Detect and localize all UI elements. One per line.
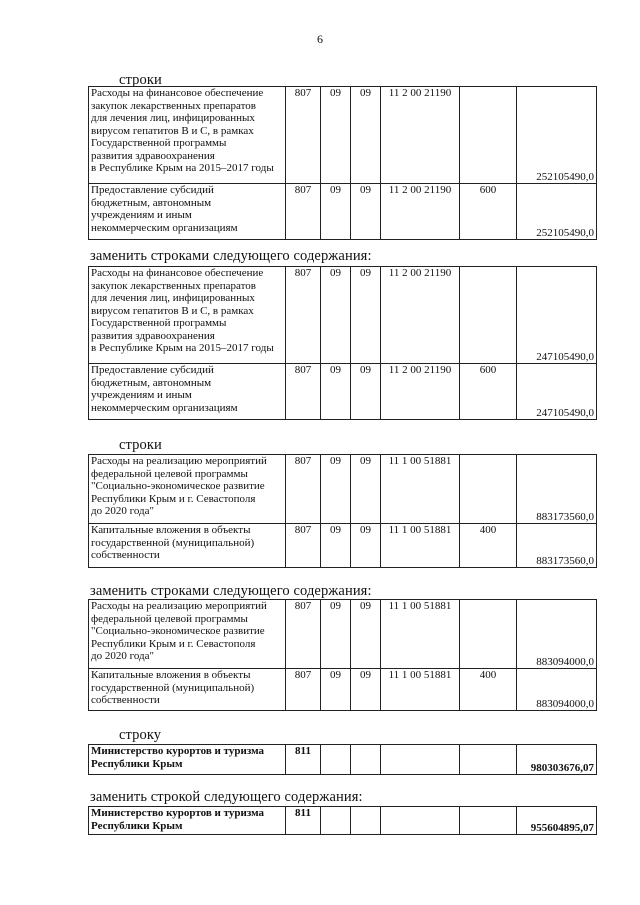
cell-vr [460, 807, 517, 835]
cell-csr: 11 2 00 21190 [381, 184, 460, 240]
cell-ved: 807 [286, 669, 321, 711]
cell-vr [460, 87, 517, 184]
cell-ved: 807 [286, 600, 321, 669]
cell-vr [460, 455, 517, 524]
heading-replace-single: заменить строкой следующего содержания: [90, 789, 363, 805]
heading-replace-2: заменить строками следующего содержания: [90, 583, 372, 599]
cell-csr: 11 1 00 51881 [381, 600, 460, 669]
table-row [89, 87, 597, 184]
cell-amount: 247105490,0 [517, 364, 597, 420]
cell-name: Расходы на финансовое обеспечение закупок лекарственных препаратов для лечения лиц, инфицированных вирусом гепатитов В и С, в рамках Государственной программы развития здравоохранения в Республике Крым на 2015–2017 годы [89, 87, 286, 184]
cell-name: Расходы на реализацию мероприятий федеральной целевой программы "Социально-экономическое развитие Республики Крым и г. Севастополя до 2020 года" [89, 455, 286, 524]
cell-pr [351, 745, 381, 775]
cell-vr [460, 267, 517, 364]
cell-ved: 807 [286, 267, 321, 364]
cell-ved: 807 [286, 184, 321, 240]
cell-rz: 09 [321, 600, 351, 669]
cell-ved: 811 [286, 807, 321, 835]
cell-pr: 09 [351, 87, 381, 184]
table-row [89, 184, 597, 240]
table-row [89, 745, 597, 775]
cell-csr: 11 1 00 51881 [381, 524, 460, 568]
heading-rows-1: строки [119, 72, 162, 88]
cell-vr: 600 [460, 364, 517, 420]
cell-amount: 883094000,0 [517, 600, 597, 669]
cell-pr [351, 807, 381, 835]
cell-amount: 252105490,0 [517, 184, 597, 240]
cell-pr: 09 [351, 669, 381, 711]
cell-rz: 09 [321, 669, 351, 711]
cell-vr [460, 600, 517, 669]
cell-pr: 09 [351, 364, 381, 420]
cell-vr: 600 [460, 184, 517, 240]
cell-name: Предоставление субсидий бюджетным, автономным учреждениям и иным некоммерческим организациям [89, 184, 286, 240]
cell-amount: 883173560,0 [517, 455, 597, 524]
cell-name: Министерство курортов и туризма Республики Крым [89, 745, 286, 775]
cell-csr [381, 807, 460, 835]
cell-ved: 811 [286, 745, 321, 775]
cell-ved: 807 [286, 455, 321, 524]
cell-csr: 11 2 00 21190 [381, 364, 460, 420]
table-row [89, 267, 597, 364]
cell-rz: 09 [321, 87, 351, 184]
cell-pr: 09 [351, 184, 381, 240]
cell-name: Капитальные вложения в объекты государственной (муниципальной) собственности [89, 669, 286, 711]
cell-amount: 980303676,07 [517, 745, 597, 775]
cell-name: Министерство курортов и туризма Республики Крым [89, 807, 286, 835]
cell-csr: 11 2 00 21190 [381, 267, 460, 364]
cell-rz: 09 [321, 184, 351, 240]
heading-row-single: строку [119, 727, 162, 743]
cell-amount: 883173560,0 [517, 524, 597, 568]
cell-csr: 11 2 00 21190 [381, 87, 460, 184]
cell-name: Расходы на финансовое обеспечение закупок лекарственных препаратов для лечения лиц, инфицированных вирусом гепатитов В и С, в рамках Государственной программы развития здравоохранения в Республике Крым на 2015–2017 годы [89, 267, 286, 364]
cell-amount: 883094000,0 [517, 669, 597, 711]
cell-ved: 807 [286, 364, 321, 420]
cell-pr: 09 [351, 455, 381, 524]
table-row [89, 455, 597, 524]
cell-rz [321, 745, 351, 775]
page-number: 6 [317, 32, 323, 46]
table-row [89, 364, 597, 420]
table-row [89, 524, 597, 568]
cell-pr: 09 [351, 600, 381, 669]
cell-csr: 11 1 00 51881 [381, 669, 460, 711]
cell-rz [321, 807, 351, 835]
cell-csr [381, 745, 460, 775]
table-row [89, 600, 597, 669]
cell-name: Капитальные вложения в объекты государственной (муниципальной) собственности [89, 524, 286, 568]
cell-vr [460, 745, 517, 775]
cell-ved: 807 [286, 87, 321, 184]
table-row [89, 669, 597, 711]
cell-amount: 955604895,07 [517, 807, 597, 835]
table-block-1 [88, 86, 597, 240]
cell-pr: 09 [351, 524, 381, 568]
cell-rz: 09 [321, 364, 351, 420]
cell-amount: 252105490,0 [517, 87, 597, 184]
table-block-4 [88, 599, 597, 711]
cell-rz: 09 [321, 455, 351, 524]
cell-rz: 09 [321, 267, 351, 364]
cell-ved: 807 [286, 524, 321, 568]
heading-replace-1: заменить строками следующего содержания: [90, 248, 372, 264]
cell-vr: 400 [460, 669, 517, 711]
cell-name: Расходы на реализацию мероприятий федеральной целевой программы "Социально-экономическое развитие Республики Крым и г. Севастополя до 2020 года" [89, 600, 286, 669]
table-row [89, 807, 597, 835]
cell-vr: 400 [460, 524, 517, 568]
cell-amount: 247105490,0 [517, 267, 597, 364]
cell-name: Предоставление субсидий бюджетным, автономным учреждениям и иным некоммерческим организациям [89, 364, 286, 420]
cell-pr: 09 [351, 267, 381, 364]
heading-rows-2: строки [119, 437, 162, 453]
table-block-6 [88, 806, 597, 835]
table-block-5 [88, 744, 597, 775]
cell-csr: 11 1 00 51881 [381, 455, 460, 524]
table-block-3 [88, 454, 597, 568]
cell-rz: 09 [321, 524, 351, 568]
table-block-2 [88, 266, 597, 420]
